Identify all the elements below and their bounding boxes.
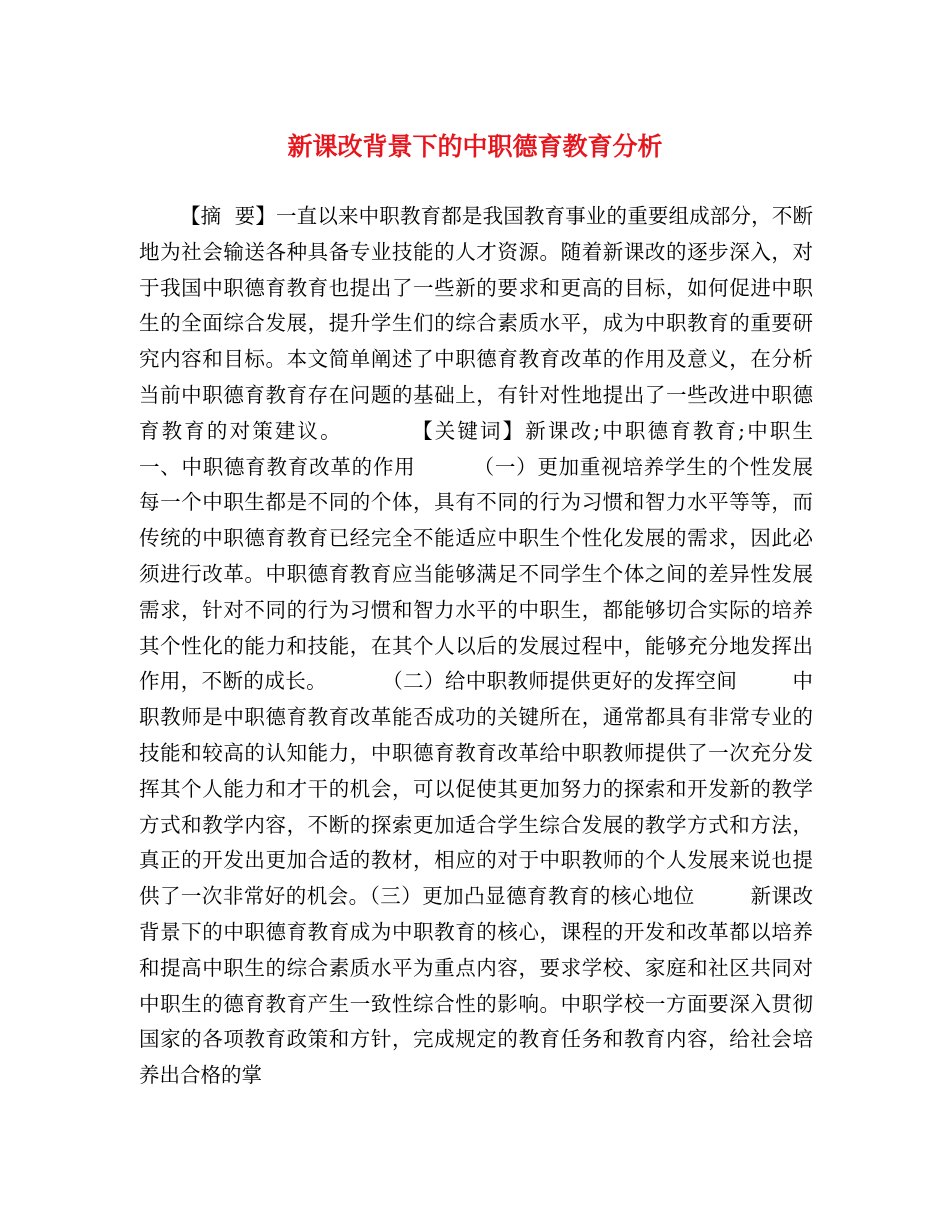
document-body: 【摘 要】一直以来中职教育都是我国教育事业的重要组成部分，不断地为社会输送各种具备专业技能的人才资源。随着新课改的逐步深入，对于我国中职德育教育也提出了一些新的要求和更高的目标，如何促进中职生的全面综合发展，提升学生们的综合素质水平，成为中职教育的重要研究内容和目标。本文简单阐述了中职德育教育改革的作用及意义，在分析当前中职德育教育存在问题的基础上，有针对性地提出了一些改进中职德育教育的对策建议。 【关键词】新课改;中职德育教育;中职生 一、中职德育教育改革的作用 （一）更加重视培养学生的个性发展 每一个中职生都是不同的个体，具有不同的行为习惯和智力水平等等，而传统的中职德育教育已经完全不能适应中职生个性化发展的需求，因此必须进行改革。中职德育教育应当能够满足不同学生个体之间的差异性发展需求，针对不同的行为习惯和智力水平的中职生，都能够切合实际的培养其个性化的能力和技能，在其个人以后的发展过程中，能够充分地发挥出作用，不断的成长。 （二）给中职教师提供更好的发挥空间 中职教师是中职德育教育改革能否成功的关键所在，通常都具有非常专业的技能和较高的认知能力，中职德育教育改革给中职教师提供了一次充分发挥其个人能力和才干的机会，可以促使其更加努力的探索和开发新的教学方式和教学内容，不断的探索更加适合学生综合发展的教学方式和方法，真正的开发出更加合适的教材，相应的对于中职教师的个人发展来说也提供了一次非常好的机会。（三）更加凸显德育教育的核心地位 新课改背景下的中职德育教育成为中职教育的核心，课程的开发和改革都以培养和提高中职生的综合素质水平为重点内容，要求学校、家庭和社区共同对中职生的德育教育产生一致性综合性的影响。中职学校一方面要深入贯彻国家的各项教育政策和方针，完成规定的教育任务和教育内容，给社会培养出合格的掌 [139,204,866,1088]
document-title: 新课改背景下的中职德育教育分析 [287,132,663,161]
